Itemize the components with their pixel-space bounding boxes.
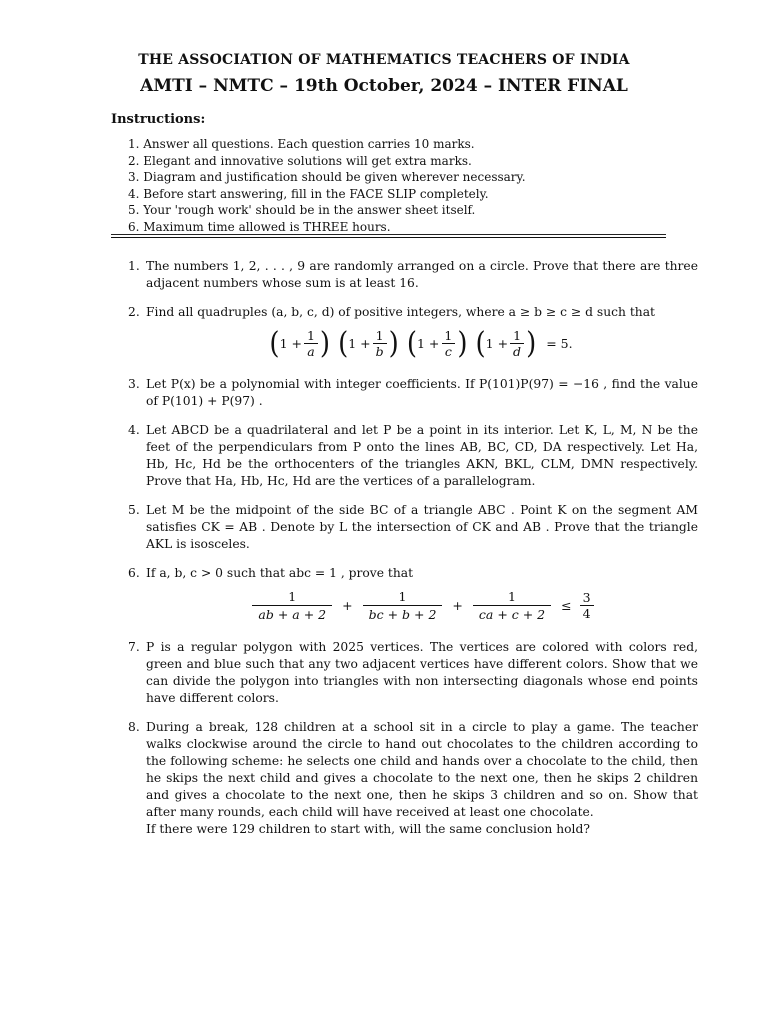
instruction-item: 4. Before start answering, fill in the FACE SLIP completely. xyxy=(128,186,489,201)
question-followup: If there were 129 children to start with, will the same conclusion hold? xyxy=(146,822,590,836)
equation-factor: ( 1 + $\frac{1}{b}$ ) xyxy=(338,326,399,361)
question-3 xyxy=(128,376,698,410)
question-2 xyxy=(128,304,698,364)
question-number: 4. xyxy=(128,423,140,437)
question-text: Let P(x) be a polynomial with integer coefficients. If P(101)P(97) = −16 , find the value of P(101) + P(97) . xyxy=(146,377,698,408)
question-7 xyxy=(128,639,698,707)
equation-variable: c xyxy=(442,343,455,358)
question-text: Let ABCD be a quadrilateral and let P be a point in its interior. Let K, L, M, N be the feet of the perpendiculars from P onto the lines AB, BC, CD, DA respectively. Let Ha, Hb, Hc, Hd be the orthocenters of the triangles AKN, BKL, CLM, DMN respectively. Prove that Ha, Hb, Hc, Hd are the vertices of a parallelogram. xyxy=(146,423,698,488)
inequality-term: $\frac{1}{ca + c + 2}$ xyxy=(473,590,551,621)
question-text: Let M be the midpoint of the side BC of a triangle ABC . Point K on the segment AM satisfies CK = AB . Denote by L the intersection of CK and AB . Prove that the triangle AKL is isosceles. xyxy=(146,503,698,551)
equation-variable: b xyxy=(373,343,387,358)
question-4 xyxy=(128,422,698,490)
question-number: 2. xyxy=(128,305,140,319)
question-text: If a, b, c > 0 such that abc = 1 , prove that xyxy=(146,566,414,580)
inequality xyxy=(146,590,698,621)
inequality-term: $\frac{1}{ab + a + 2}$ xyxy=(252,590,332,621)
instructions-list xyxy=(128,136,688,236)
plus-sign: + xyxy=(342,598,353,613)
exam-title: AMTI – NMTC – 19th October, 2024 – INTER FINAL xyxy=(140,76,628,96)
question-text: The numbers 1, 2, . . . , 9 are randomly arranged on a circle. Prove that there are three adjacent numbers whose sum is at least 16. xyxy=(146,259,698,290)
question-6 xyxy=(128,565,698,627)
inequality-term: $\frac{1}{bc + b + 2}$ xyxy=(363,590,443,621)
instructions-heading: Instructions: xyxy=(111,112,206,127)
product-equation xyxy=(146,326,698,361)
question-number: 5. xyxy=(128,503,140,517)
equation-factor: ( 1 + $\frac{1}{a}$ ) xyxy=(269,326,331,361)
question-5 xyxy=(128,502,698,553)
question-list xyxy=(128,258,698,850)
plus-sign: + xyxy=(452,598,463,613)
instruction-item: 6. Maximum time allowed is THREE hours. xyxy=(128,219,391,234)
question-text: Find all quadruples (a, b, c, d) of positive integers, where a ≥ b ≥ c ≥ d such that xyxy=(146,305,655,319)
question-text: During a break, 128 children at a school sit in a circle to play a game. The teacher walks clockwise around the circle to hand out chocolates to the children according to the following scheme: he selects one child and hands over a chocolate to the child, then he skips the next child and gives a chocolate to the next one, then he skips 2 children and gives a chocolate to the next one, then he skips 3 children and so on. Show that after many rounds, each child will have received at least one chocolate. xyxy=(146,720,698,819)
question-number: 8. xyxy=(128,720,140,734)
equation-factor: ( 1 + $\frac{1}{c}$ ) xyxy=(406,326,468,361)
inequality-rhs: $\frac{3}{4}$ xyxy=(580,591,594,620)
equation-variable: a xyxy=(304,343,317,358)
question-8 xyxy=(128,719,698,838)
organization-title: THE ASSOCIATION OF MATHEMATICS TEACHERS OF INDIA xyxy=(138,52,630,68)
question-number: 7. xyxy=(128,640,140,654)
less-equal-sign: ≤ xyxy=(561,598,572,613)
question-1 xyxy=(128,258,698,292)
instruction-item: 1. Answer all questions. Each question carries 10 marks. xyxy=(128,137,475,151)
question-text: P is a regular polygon with 2025 vertices. The vertices are colored with colors red, green and blue such that any two adjacent vertices have different colors. Show that we can divide the polygon into triangles with non intersecting diagonals whose end points have different colors. xyxy=(146,640,698,705)
divider-line xyxy=(111,237,666,238)
instruction-item: 3. Diagram and justification should be given wherever necessary. xyxy=(128,170,526,185)
equation-factor: ( 1 + $\frac{1}{d}$ ) xyxy=(475,326,537,361)
question-number: 6. xyxy=(128,566,140,580)
instruction-item: 2. Elegant and innovative solutions will get extra marks. xyxy=(128,153,472,168)
divider-line xyxy=(111,234,666,235)
question-number: 3. xyxy=(128,377,140,391)
instruction-item: 5. Your 'rough work' should be in the answer sheet itself. xyxy=(128,203,476,218)
equation-variable: d xyxy=(510,343,524,358)
question-number: 1. xyxy=(128,259,140,273)
equation-rhs: = 5. xyxy=(546,336,573,351)
